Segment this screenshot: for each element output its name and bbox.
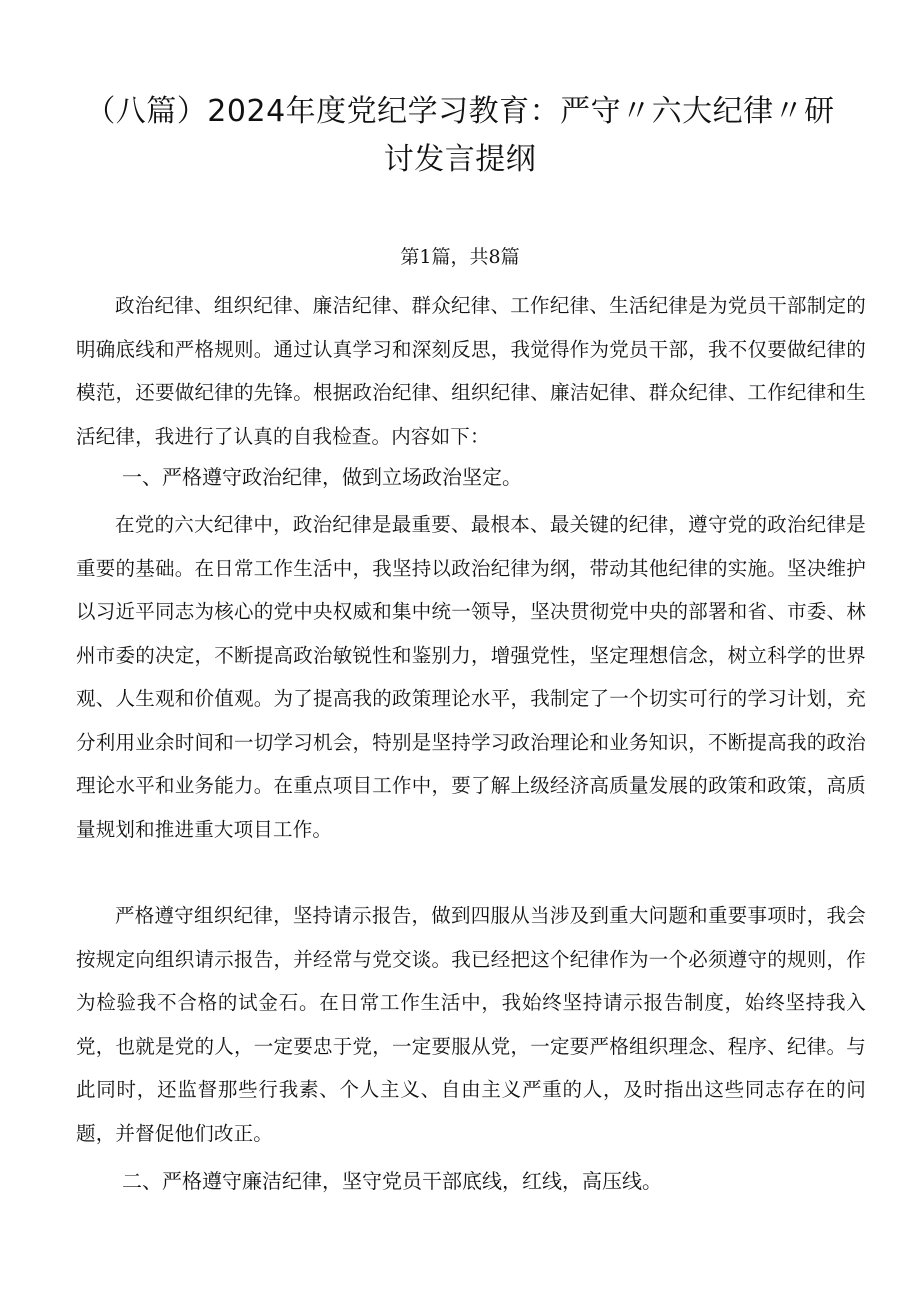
section-heading-2: 二、严格遵守廉洁纪律，坚守党员干部底线，红线，高压线。 <box>122 1169 662 1193</box>
document-title <box>60 88 860 184</box>
paragraph-text: 严格遵守组织纪律，坚持请示报告，做到四服从当涉及到重大问题和重要事项时，我会按规定向组织请示报告，并经常与党交谈。我已经把这个纪律作为一个必须遵守的规则，作为检验我不合格的试金石。在日常工作生活中，我始终坚持请示报告制度，始终坚持我入党，也就是党的人，一定要忠于党，一定要服从党，一定要严格组织理念、程序、纪律。与此同时，还监督那些行我素、个人主义、自由主义严重的人，及时指出这些同志存在的问题，并督促他们改正。 <box>76 904 866 1145</box>
title-line-2: 讨发言提纲 <box>383 142 537 177</box>
paragraph-text: 政治纪律、组织纪律、廉洁纪律、群众纪律、工作纪律、生活纪律是为党员干部制定的明确底线和严格规则。通过认真学习和深刻反思，我觉得作为党员干部，我不仅要做纪律的模范，还要做纪律的先锋。根据政治纪律、组织纪律、廉洁妃律、群众纪律、工作纪律和生活纪律，我进行了认真的自我检查。内容如下： <box>76 294 866 448</box>
part-label: 第1篇，共8篇 <box>400 246 520 268</box>
title-line-1: （八篇）2024年度党纪学习教育：严守〃六大纪律〃研 <box>85 94 835 129</box>
political-discipline-paragraph <box>76 503 866 851</box>
paragraph-text: 在党的六大纪律中，政治纪律是最重要、最根本、最关键的纪律，遵守党的政治纪律是重要的基础。在日常工作生活中，我坚持以政治纪律为纲，带动其他纪律的实施。坚决维护以习近平同志为核心的党中央权威和集中统一领导，坚决贯彻党中央的部署和省、市委、林州市委的决定，不断提高政治敏锐性和鉴别力，增强党性，坚定理想信念，树立科学的世界观、人生观和价值观。为了提高我的政策理论水平，我制定了一个切实可行的学习计划，充分利用业余时间和一切学习机会，特别是坚持学习政治理论和业务知识，不断提高我的政治理论水平和业务能力。在重点项目工作中，要了解上级经济高质量发展的政策和政策，高质量规划和推进重大项目工作。 <box>76 513 866 841</box>
organizational-discipline-paragraph <box>76 894 866 1155</box>
section-heading-1: 一、严格遵守政治纪律，做到立场政治坚定。 <box>122 465 522 489</box>
intro-paragraph <box>76 284 866 458</box>
